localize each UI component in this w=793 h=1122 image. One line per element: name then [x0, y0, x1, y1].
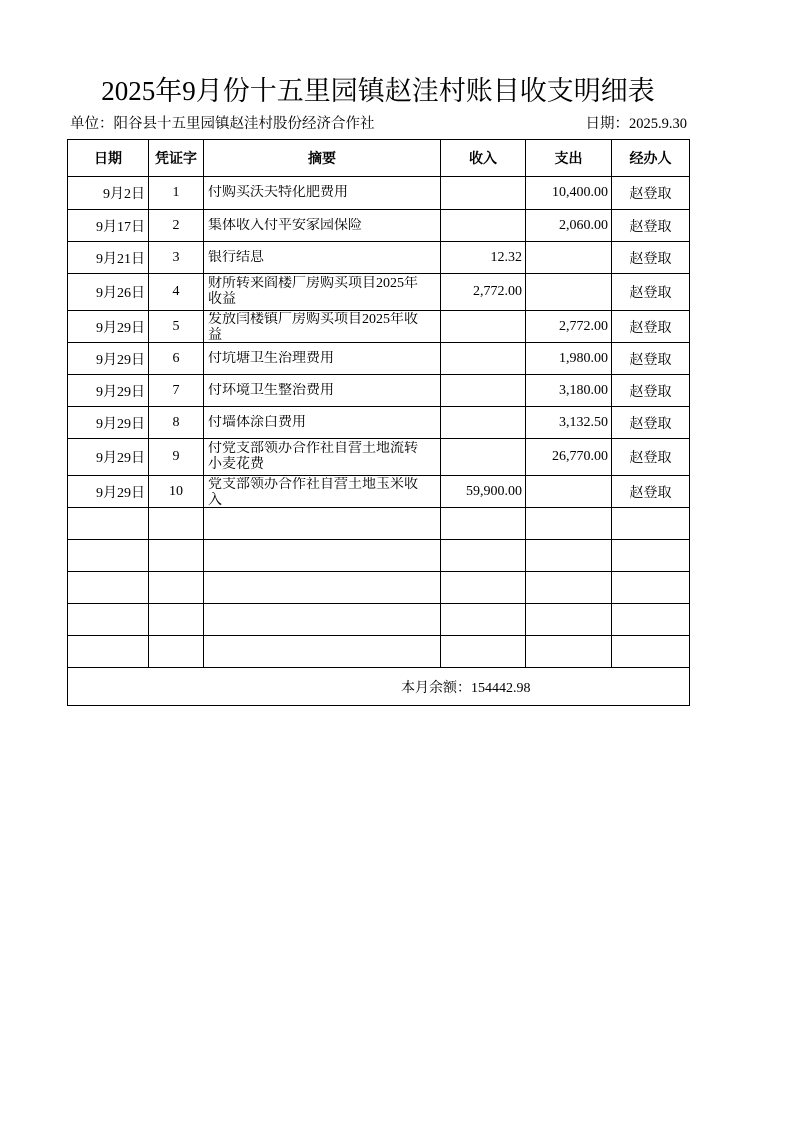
empty-row — [68, 540, 690, 572]
empty-cell — [441, 636, 526, 668]
empty-row — [68, 604, 690, 636]
cell-income — [441, 311, 526, 343]
cell-income: 12.32 — [441, 242, 526, 274]
empty-cell — [149, 604, 204, 636]
empty-cell — [204, 604, 441, 636]
cell-date: 9月29日 — [68, 407, 149, 439]
cell-date: 9月29日 — [68, 375, 149, 407]
cell-date: 9月29日 — [68, 476, 149, 508]
meta-line — [67, 114, 689, 134]
empty-cell — [441, 540, 526, 572]
empty-cell — [149, 508, 204, 540]
cell-summary — [204, 210, 441, 242]
cell-voucher: 9 — [149, 439, 204, 476]
unit-name: 阳谷县十五里园镇赵洼村股份经济合作社 — [113, 116, 375, 132]
empty-cell — [612, 508, 690, 540]
cell-date: 9月26日 — [68, 274, 149, 311]
cell-income: 2,772.00 — [441, 274, 526, 311]
header-date: 日期 — [68, 140, 149, 177]
cell-income — [441, 439, 526, 476]
cell-expense: 1,980.00 — [526, 343, 612, 375]
empty-cell — [526, 604, 612, 636]
summary-text: 发放闫楼镇厂房购买项目2025年收益 — [208, 311, 418, 342]
table-row — [68, 210, 690, 242]
empty-cell — [149, 572, 204, 604]
header-expense: 支出 — [526, 140, 612, 177]
cell-income — [441, 177, 526, 210]
summary-text: 财所转来阎楼厂房购买项目2025年收益 — [208, 276, 418, 307]
empty-cell — [204, 540, 441, 572]
cell-handler: 赵登取 — [612, 177, 690, 210]
table-row — [68, 242, 690, 274]
cell-handler: 赵登取 — [612, 407, 690, 439]
header-income: 收入 — [441, 140, 526, 177]
empty-cell — [526, 540, 612, 572]
cell-expense: 26,770.00 — [526, 439, 612, 476]
empty-cell — [68, 540, 149, 572]
cell-handler: 赵登取 — [612, 375, 690, 407]
cell-date: 9月29日 — [68, 343, 149, 375]
cell-expense: 2,060.00 — [526, 210, 612, 242]
cell-summary — [204, 177, 441, 210]
header-voucher: 凭证字 — [149, 140, 204, 177]
empty-cell — [612, 540, 690, 572]
cell-voucher: 2 — [149, 210, 204, 242]
cell-voucher: 8 — [149, 407, 204, 439]
cell-expense: 3,132.50 — [526, 407, 612, 439]
cell-summary — [204, 311, 441, 343]
table-row — [68, 407, 690, 439]
cell-expense: 10,400.00 — [526, 177, 612, 210]
cell-handler: 赵登取 — [612, 439, 690, 476]
table-row — [68, 177, 690, 210]
cell-summary — [204, 476, 441, 508]
empty-cell — [68, 636, 149, 668]
unit-info — [70, 114, 375, 134]
cell-voucher: 10 — [149, 476, 204, 508]
cell-date: 9月21日 — [68, 242, 149, 274]
cell-expense — [526, 242, 612, 274]
empty-cell — [612, 604, 690, 636]
empty-row — [68, 636, 690, 668]
table-row — [68, 439, 690, 476]
summary-text: 付党支部领办合作社自营土地流转小麦花费 — [208, 441, 418, 472]
empty-cell — [441, 508, 526, 540]
monthly-balance — [68, 668, 690, 706]
empty-cell — [204, 508, 441, 540]
cell-date: 9月29日 — [68, 439, 149, 476]
cell-date: 9月17日 — [68, 210, 149, 242]
cell-voucher: 7 — [149, 375, 204, 407]
cell-expense — [526, 274, 612, 311]
table-row — [68, 476, 690, 508]
footer-row — [68, 668, 690, 706]
cell-summary — [204, 375, 441, 407]
header-summary: 摘要 — [204, 140, 441, 177]
empty-cell — [612, 572, 690, 604]
cell-voucher: 3 — [149, 242, 204, 274]
empty-cell — [149, 540, 204, 572]
header-row — [68, 140, 690, 177]
page-title: 2025年9月份十五里园镇赵洼村账目收支明细表 — [101, 76, 655, 106]
summary-text: 党支部领办合作社自营土地玉米收入 — [208, 476, 418, 507]
cell-date: 9月29日 — [68, 311, 149, 343]
cell-summary — [204, 242, 441, 274]
empty-cell — [441, 572, 526, 604]
cell-voucher: 4 — [149, 274, 204, 311]
empty-cell — [526, 572, 612, 604]
summary-text: 付购买沃夫特化肥费用 — [208, 185, 348, 200]
cell-summary — [204, 274, 441, 311]
empty-cell — [441, 604, 526, 636]
table-row — [68, 311, 690, 343]
empty-row — [68, 508, 690, 540]
empty-cell — [612, 636, 690, 668]
cell-handler: 赵登取 — [612, 274, 690, 311]
cell-summary — [204, 407, 441, 439]
cell-income — [441, 210, 526, 242]
cell-handler: 赵登取 — [612, 343, 690, 375]
date-label: 日期： — [585, 116, 629, 132]
balance-label: 本月余额： — [401, 680, 471, 696]
summary-text: 付环境卫生整治费用 — [208, 382, 334, 398]
empty-cell — [149, 636, 204, 668]
empty-cell — [68, 508, 149, 540]
summary-text: 银行结息 — [208, 249, 264, 265]
header-handler: 经办人 — [612, 140, 690, 177]
cell-expense — [526, 476, 612, 508]
cell-income — [441, 407, 526, 439]
cell-handler: 赵登取 — [612, 311, 690, 343]
cell-voucher: 1 — [149, 177, 204, 210]
empty-cell — [526, 508, 612, 540]
table-row — [68, 274, 690, 311]
summary-text: 付墙体涂白费用 — [208, 414, 306, 430]
table-row — [68, 375, 690, 407]
cell-expense: 3,180.00 — [526, 375, 612, 407]
cell-income — [441, 375, 526, 407]
report-date — [586, 114, 688, 134]
ledger-table — [67, 139, 690, 706]
summary-text: 集体收入付平安家园保险 — [208, 217, 362, 233]
empty-cell — [68, 604, 149, 636]
balance-value: 154442.98 — [471, 680, 531, 696]
unit-label: 单位： — [70, 116, 114, 132]
empty-row — [68, 572, 690, 604]
summary-text: 付坑塘卫生治理费用 — [208, 350, 334, 366]
cell-handler: 赵登取 — [612, 242, 690, 274]
empty-cell — [526, 636, 612, 668]
cell-summary — [204, 439, 441, 476]
cell-income — [441, 343, 526, 375]
cell-voucher: 6 — [149, 343, 204, 375]
table-row — [68, 343, 690, 375]
cell-expense: 2,772.00 — [526, 311, 612, 343]
empty-cell — [68, 572, 149, 604]
cell-voucher: 5 — [149, 311, 204, 343]
cell-summary — [204, 343, 441, 375]
empty-cell — [204, 572, 441, 604]
cell-date: 9月2日 — [68, 177, 149, 210]
date-value: 2025.9.30 — [629, 116, 687, 132]
cell-handler: 赵登取 — [612, 476, 690, 508]
empty-cell — [204, 636, 441, 668]
cell-handler: 赵登取 — [612, 210, 690, 242]
cell-income: 59,900.00 — [441, 476, 526, 508]
